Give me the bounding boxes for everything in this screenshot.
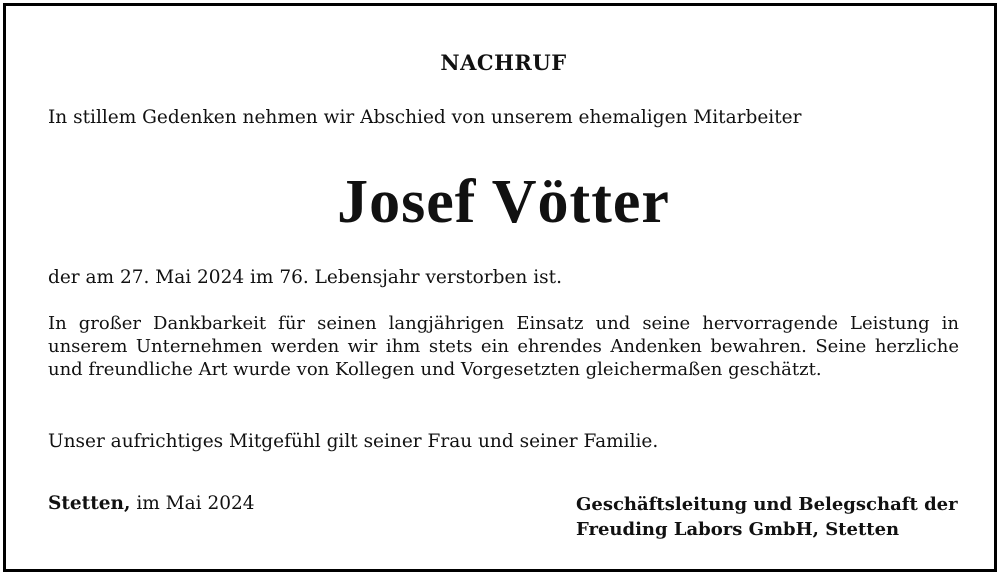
deceased-name: Josef Vötter (337, 168, 670, 236)
intro-text: In stillem Gedenken nehmen wir Abschied von unserem ehemaligen Mitarbeiter (48, 107, 802, 128)
signature-block (576, 492, 958, 542)
place-name: Stetten, (48, 493, 131, 514)
tribute-paragraph: In großer Dankbarkeit für seinen langjährigen Einsatz und seine hervorragende Leistung in unserem Unternehmen werden wir ihm stets ein ehrendes Andenken bewahren. Seine herzliche und freundliche Art wurde von Kollegen und Vorgesetzten gleichermaßen geschätzt. (48, 313, 959, 380)
signature-line-1: Geschäftsleitung und Belegschaft der (576, 494, 958, 515)
condolence-text: Unser aufrichtiges Mitgefühl gilt seiner Frau und seiner Familie. (48, 431, 659, 452)
obituary-frame (3, 3, 997, 572)
date-text: im Mai 2024 (136, 493, 255, 514)
death-info-text: der am 27. Mai 2024 im 76. Lebensjahr verstorben ist. (48, 267, 562, 288)
obituary-heading: NACHRUF (440, 50, 567, 75)
place-date (48, 492, 255, 515)
signature-line-2: Freuding Labors GmbH, Stetten (576, 519, 900, 540)
